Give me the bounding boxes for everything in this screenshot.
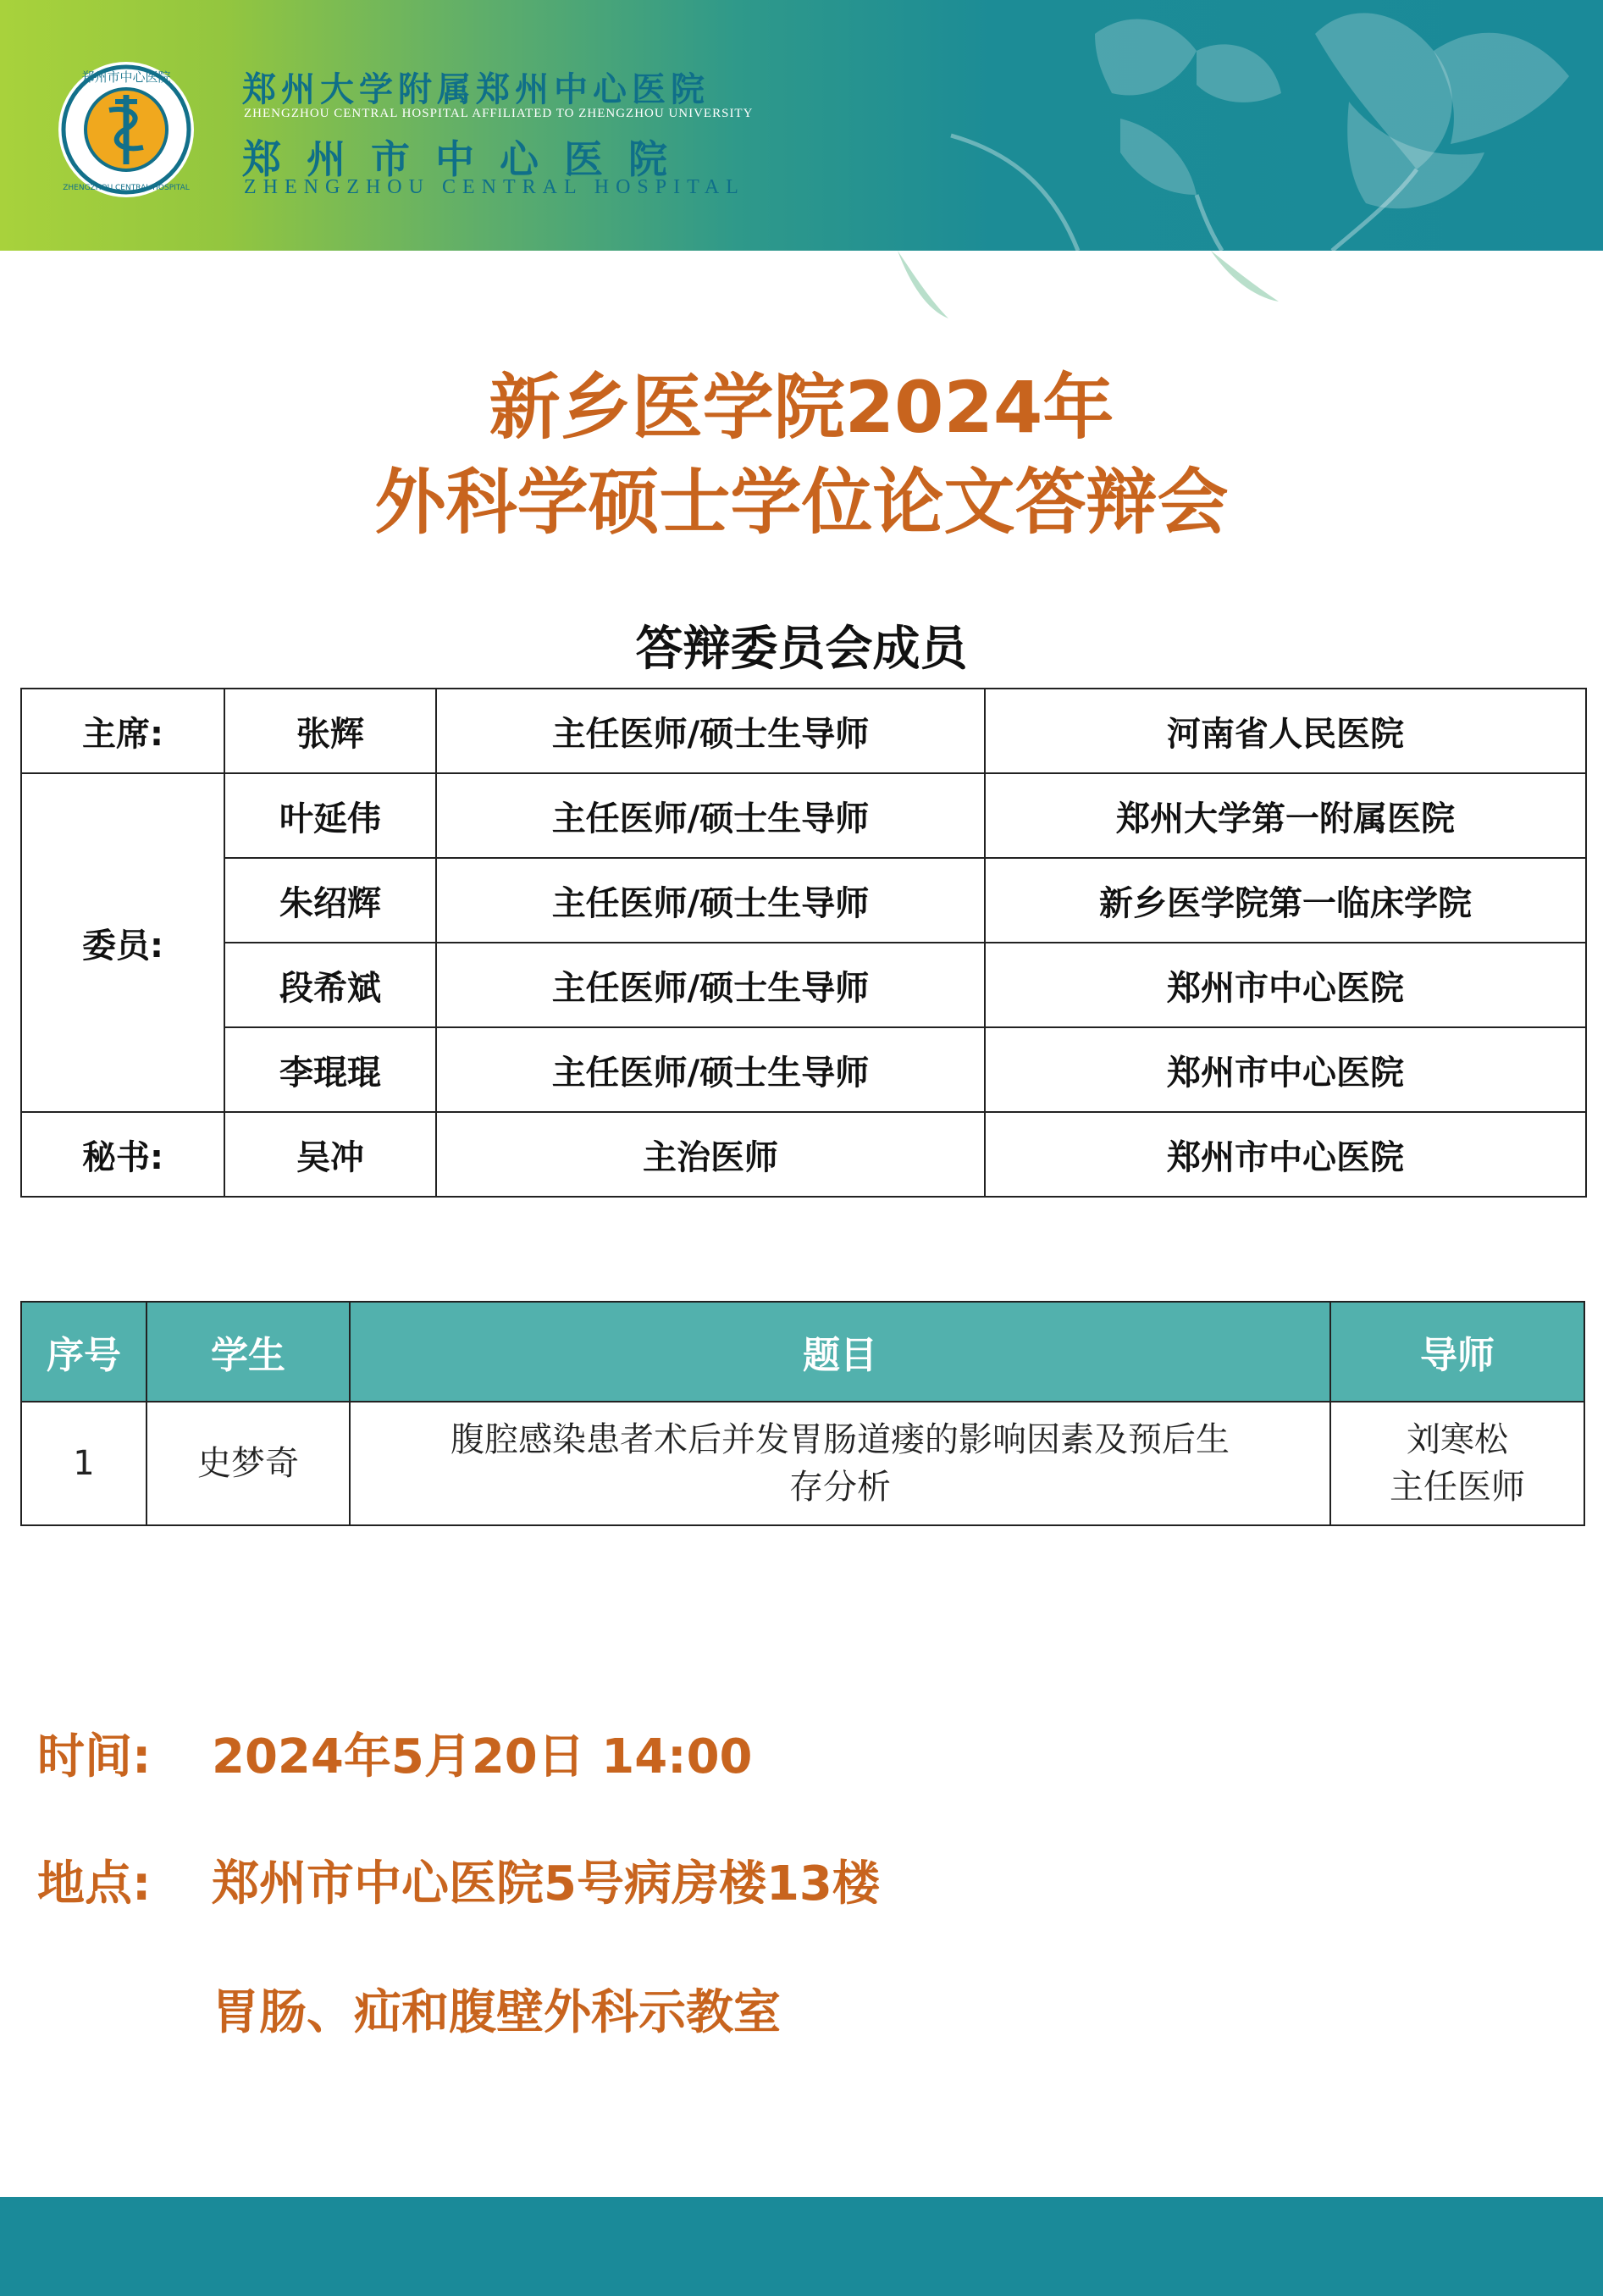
- table-row: [21, 1027, 1586, 1112]
- hospital-seal-icon: [56, 59, 196, 200]
- column-header-student: 学生: [146, 1302, 350, 1402]
- hospital-name-affiliated-en: ZHENGZHOU CENTRAL HOSPITAL AFFILIATED TO ZHENGZHOU UNIVERSITY: [244, 107, 754, 120]
- title-cell: 主治医师: [436, 1112, 985, 1197]
- table-row: [21, 689, 1586, 773]
- table-row: [21, 858, 1586, 943]
- hospital-name-affiliated: 郑州大学附属郑州中心医院: [242, 69, 710, 109]
- topic-line-1: 腹腔感染患者术后并发胃肠道瘘的影响因素及预后生: [450, 1420, 1230, 1459]
- table-row: [21, 1112, 1586, 1197]
- name-cell: 叶延伟: [224, 773, 436, 858]
- time-label: 时间:: [37, 1729, 152, 1784]
- org-cell: 新乡医学院第一临床学院: [985, 858, 1586, 943]
- column-header-topic: 题目: [350, 1302, 1330, 1402]
- title-cell: 主任医师/硕士生导师: [436, 858, 985, 943]
- student-cell: 史梦奇: [146, 1402, 350, 1525]
- topic-line-2: 存分析: [789, 1468, 891, 1507]
- no-cell: 1: [21, 1402, 146, 1525]
- header-banner: [0, 0, 1603, 251]
- title-cell: 主任医师/硕士生导师: [436, 689, 985, 773]
- title-cell: 主任医师/硕士生导师: [436, 943, 985, 1027]
- advisor-cell: [1330, 1402, 1584, 1525]
- advisor-name: 刘寒松: [1407, 1420, 1508, 1459]
- seal-text-bottom: ZHENGZHOU CENTRAL HOSPITAL: [63, 184, 190, 192]
- place-line-2: 胃肠、疝和腹壁外科示教室: [212, 1985, 781, 2040]
- flower-stem-decoration: [0, 251, 1603, 327]
- time-value: 2024年5月20日 14:00: [212, 1729, 753, 1784]
- title-cell: 主任医师/硕士生导师: [436, 1027, 985, 1112]
- name-cell: 李琨琨: [224, 1027, 436, 1112]
- seal-text-top: 郑州市中心医院: [81, 69, 171, 85]
- event-title-line-2: 外科学硕士学位论文答辩会: [374, 461, 1229, 544]
- title-cell: 主任医师/硕士生导师: [436, 773, 985, 858]
- event-title-line-1: 新乡医学院2024年: [489, 366, 1114, 449]
- org-cell: 郑州大学第一附属医院: [985, 773, 1586, 858]
- role-cell: 委员:: [21, 773, 224, 1112]
- student-table: [20, 1301, 1585, 1526]
- committee-table: [20, 688, 1587, 1198]
- name-cell: 段希斌: [224, 943, 436, 1027]
- footer-bar: [0, 2197, 1603, 2296]
- org-cell: 郑州市中心医院: [985, 943, 1586, 1027]
- place-label: 地点:: [37, 1856, 152, 1911]
- role-cell: 秘书:: [21, 1112, 224, 1197]
- place-line-1: 郑州市中心医院5号病房楼13楼: [212, 1856, 880, 1911]
- hospital-name: 郑州市中心医院: [242, 136, 693, 182]
- hospital-name-en: ZHENGZHOU CENTRAL HOSPITAL: [244, 176, 745, 198]
- table-row: [21, 1402, 1584, 1525]
- org-cell: 郑州市中心医院: [985, 1112, 1586, 1197]
- column-header-no: 序号: [21, 1302, 146, 1402]
- name-cell: 张辉: [224, 689, 436, 773]
- topic-cell: [350, 1402, 1330, 1525]
- magnolia-flower-icon: [841, 0, 1603, 251]
- name-cell: 朱绍辉: [224, 858, 436, 943]
- table-row: [21, 943, 1586, 1027]
- org-cell: 郑州市中心医院: [985, 1027, 1586, 1112]
- column-header-advisor: 导师: [1330, 1302, 1584, 1402]
- table-row: [21, 773, 1586, 858]
- table-header-row: [21, 1302, 1584, 1402]
- name-cell: 吴冲: [224, 1112, 436, 1197]
- org-cell: 河南省人民医院: [985, 689, 1586, 773]
- role-cell: 主席:: [21, 689, 224, 773]
- committee-heading: 答辩委员会成员: [635, 622, 968, 677]
- advisor-title: 主任医师: [1390, 1468, 1525, 1507]
